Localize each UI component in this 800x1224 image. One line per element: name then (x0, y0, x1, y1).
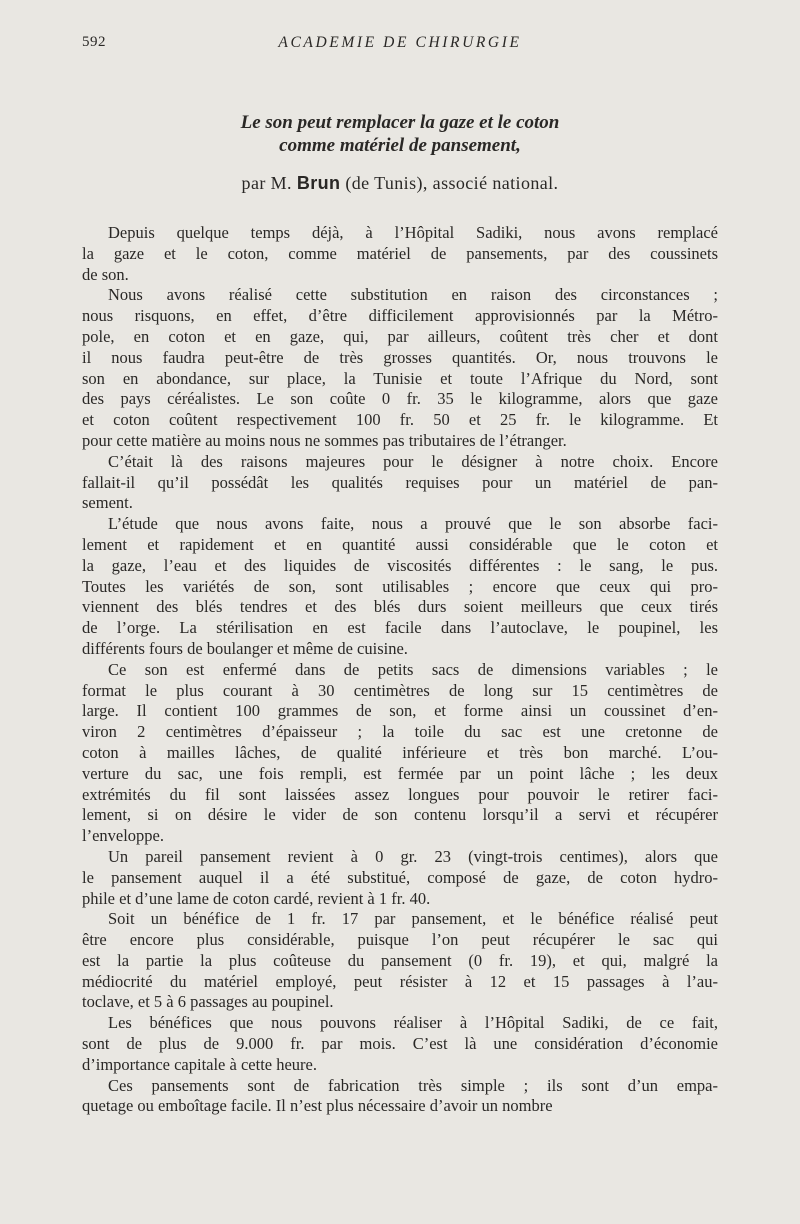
byline (82, 173, 718, 194)
text-line: des pays céréalistes. Le son coûte 0 fr. 35 le kilogramme, alors que gaze (82, 389, 718, 409)
text-line: C’était là des raisons majeures pour le désigner à notre choix. Encore (108, 451, 718, 471)
text-line: viennent des blés tendres et des blés durs soient meilleurs que ceux tirés (82, 597, 718, 617)
text-line: différents fours de boulanger et même de cuisine. (82, 638, 408, 658)
text-line: Depuis quelque temps déjà, à l’Hôpital Sadiki, nous avons remplacé (108, 223, 718, 242)
text-line: toclave, et 5 à 6 passages au poupinel. (82, 992, 334, 1012)
page-number: 592 (82, 34, 106, 50)
paragraph (82, 660, 718, 847)
text-line: la gaze et le coton, comme matériel de pansements, par des coussinets (82, 243, 718, 263)
text-line: verture du sac, une fois rempli, est fermée par un point lâche ; les deux (82, 763, 718, 783)
text-line: Nous avons réalisé cette substitution en raison des circonstances ; (108, 285, 718, 305)
text-line: Soit un bénéfice de 1 fr. 17 par pansement, et le bénéfice réalisé peut (108, 909, 718, 929)
text-line: pole, en coton et en gaze, qui, par ailleurs, coûtent très cher et dont (82, 326, 718, 346)
text-line: quetage ou emboîtage facile. Il n’est plus nécessaire d’avoir un nombre (82, 1096, 553, 1116)
text-line: Toutes les variétés de son, sont utilisables ; encore que ceux qui pro- (82, 576, 718, 596)
paragraph (82, 223, 718, 285)
journal-title: ACADEMIE DE CHIRURGIE (278, 34, 522, 51)
text-line: sont de plus de 9.000 fr. par mois. C’est là une considération d’économie (82, 1034, 718, 1054)
article-title-line: Le son peut remplacer la gaze et le coton (240, 112, 560, 133)
text-line: nous risquons, en effet, d’être difficilement approvisionnés par la Métro- (82, 306, 718, 326)
paragraph (82, 514, 718, 660)
running-head (82, 34, 718, 56)
text-line: extrémités du fil sont laissées assez longues pour pouvoir le retirer faci- (82, 784, 718, 804)
text-line: Les bénéfices que nous pouvons réaliser à l’Hôpital Sadiki, de ce fait, (108, 1013, 718, 1033)
text-line: Ce son est enfermé dans de petits sacs de dimensions variables ; le (108, 659, 718, 679)
text-line: le pansement auquel il a été substitué, composé de gaze, de coton hydro- (82, 867, 718, 887)
paragraph (82, 1076, 718, 1118)
byline-affiliation: (de Tunis), associé national. (345, 173, 559, 193)
paragraph (82, 909, 718, 1013)
text-line: de son. (82, 264, 129, 284)
text-line: phile et d’une lame de coton cardé, revient à 1 fr. 40. (82, 888, 431, 908)
text-line: fallait-il qu’il possédât les qualités requises pour un matériel de pan- (82, 472, 718, 492)
text-line: et coton coûtent respectivement 100 fr. 50 et 25 fr. le kilogramme. Et (82, 410, 718, 430)
text-line: médiocrité du matériel employé, peut résister à 12 et 15 passages à l’au- (82, 971, 718, 991)
paragraph (82, 285, 718, 451)
paragraph (82, 452, 718, 514)
text-line: lement, si on désire le vider de son contenu lorsqu’il a servi et récupérer (82, 805, 718, 825)
paragraph (82, 1013, 718, 1075)
text-line: l’enveloppe. (82, 826, 165, 846)
text-line: L’étude que nous avons faite, nous a prouvé que le son absorbe faci- (108, 514, 718, 534)
text-line: viron 2 centimètres d’épaisseur ; la toile du sac est une cretonne de (82, 722, 718, 742)
text-line: lement et rapidement et en quantité aussi considérable que le coton et (82, 534, 718, 554)
text-line: son en abondance, sur place, la Tunisie et toute l’Afrique du Nord, sont (82, 368, 718, 388)
text-line: Un pareil pansement revient à 0 gr. 23 (vingt-trois centimes), alors que (108, 846, 718, 866)
text-line: il nous faudra peut-être de très grosses quantités. Or, nous trouvons le (82, 347, 718, 367)
text-line: coton à mailles lâches, de qualité inférieure et très bon marché. L’ou- (82, 742, 718, 762)
text-line: est la partie la plus coûteuse du pansement (0 fr. 19), et qui, malgré la (82, 950, 718, 970)
text-line: large. Il contient 100 grammes de son, et forme ainsi un coussinet d’en- (82, 701, 718, 721)
text-line: format le plus courant à 30 centimètres de long sur 15 centimètres de (82, 680, 718, 700)
article-body (82, 223, 718, 1117)
text-line: Ces pansements sont de fabrication très simple ; ils sont d’un empa- (108, 1075, 718, 1095)
text-line: sement. (82, 493, 133, 513)
text-line: de l’orge. La stérilisation en est facile dans l’autoclave, le poupinel, les (82, 618, 718, 638)
text-line: d’importance capitale à cette heure. (82, 1054, 317, 1074)
text-line: la gaze, l’eau et des liquides de viscosités différentes : le sang, le pus. (82, 555, 718, 575)
text-line: être encore plus considérable, puisque l’on peut récupérer le sac qui (82, 930, 718, 950)
article-title-line: comme matériel de pansement, (279, 135, 521, 156)
byline-prefix: par M. (241, 173, 292, 193)
author-name: Brun (296, 173, 341, 193)
text-line: pour cette matière au moins nous ne sommes pas tributaires de l’étranger. (82, 430, 567, 450)
paragraph (82, 847, 718, 909)
article-title (82, 111, 718, 157)
